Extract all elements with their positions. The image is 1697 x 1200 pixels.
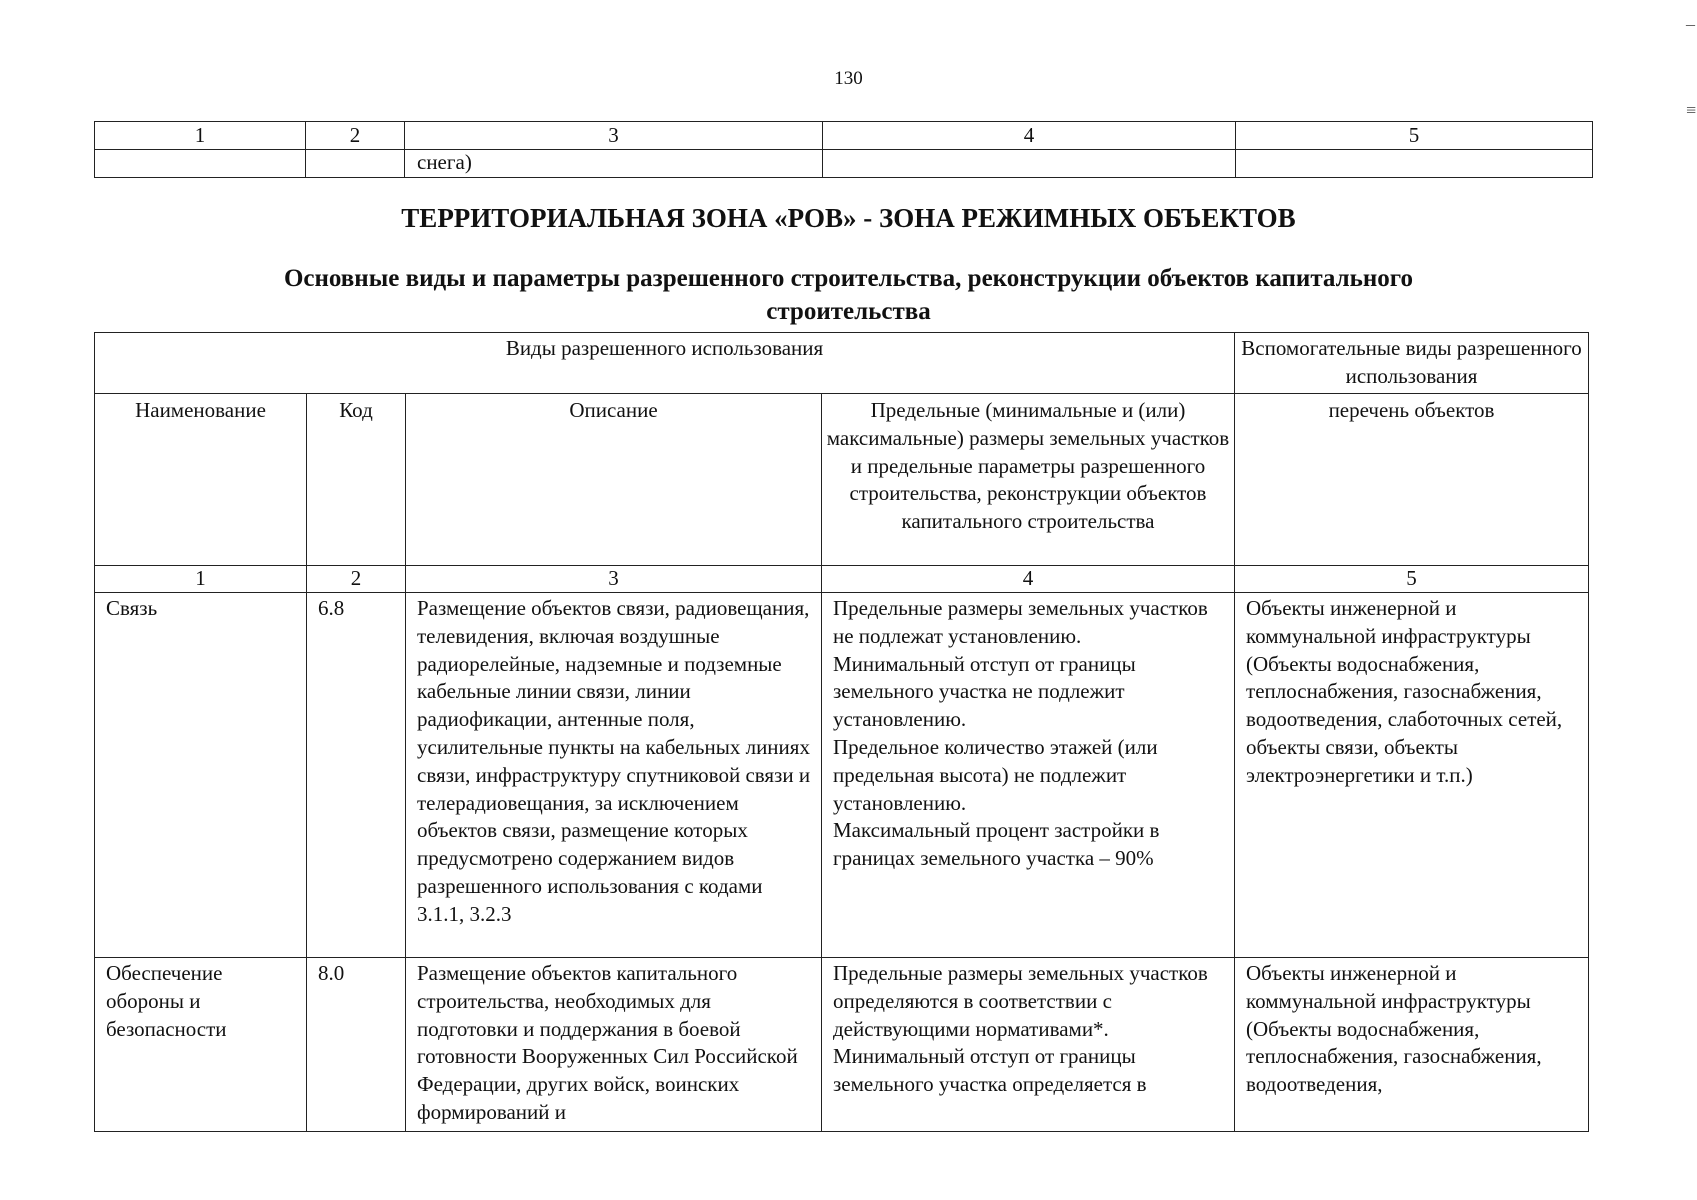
zone-title: ТЕРРИТОРИАЛЬНАЯ ЗОНА «РОВ» - ЗОНА РЕЖИМНЫХ ОБЪЕКТОВ	[401, 203, 1296, 233]
column-number: 4	[823, 122, 1236, 150]
table-cell	[95, 150, 306, 178]
use-code-text: 8.0	[318, 961, 345, 985]
use-code	[307, 958, 406, 1132]
column-header-parameters: Предельные (минимальные и (или) максимальные) размеры земельных участков и предельные параметры разрешенного строительства, реконструкции объектов капитального строительства	[822, 394, 1235, 566]
use-code: 6.8	[307, 593, 406, 958]
table-cell	[823, 150, 1236, 178]
table-row-defense	[95, 958, 1589, 1132]
column-header-description: Описание	[406, 394, 822, 566]
column-header-name: Наименование	[95, 394, 307, 566]
column-number: 1	[95, 122, 306, 150]
parameter-line: Максимальный процент застройки в границах земельного участка – 90%	[833, 818, 1160, 871]
continuation-table	[94, 121, 1593, 178]
use-name	[95, 958, 307, 1132]
table-cell	[306, 150, 405, 178]
parameter-line: Предельные размеры земельных участков не подлежат установлению.	[833, 596, 1208, 648]
use-description: Размещение объектов связи, радиовещания, телевидения, включая воздушные радиорелейные, надземные и подземные кабельные линии связи, линии радиофикации, антенные поля, усилительные пункты на кабельных линиях связи, инфраструктуру спутниковой связи и телерадиовещания, за исключением объектов связи, размещение которых предусмотрено содержанием видов разрешенного использования с кодами 3.1.1, 3.2.3	[406, 593, 822, 958]
table-cell	[1236, 150, 1593, 178]
scan-edge-mark: ≡	[1686, 100, 1697, 120]
column-number: 2	[306, 122, 405, 150]
column-number: 3	[406, 566, 822, 593]
use-description-text: Размещение объектов капитального строительства, необходимых для подготовки и поддержания в боевой готовности Вооруженных Сил Российской Федерации, других войск, воинских формирований и	[417, 961, 798, 1124]
parameter-line: Предельные размеры земельных участков определяются в соответствии с действующими нормативами*.	[833, 961, 1208, 1041]
main-table	[94, 332, 1589, 1132]
parameter-line: Предельное количество этажей (или предельная высота) не подлежит установлению.	[833, 734, 1158, 815]
table-row	[95, 150, 1593, 178]
column-number-row	[95, 566, 1589, 593]
parameter-line: Минимальный отступ от границы земельного участка не подлежит установлению.	[833, 651, 1136, 732]
header-auxiliary-uses: Вспомогательные виды разрешенного использования	[1235, 333, 1589, 394]
parameter-line: Минимальный отступ от границы земельного участка определяется в	[833, 1044, 1147, 1097]
page-number: 130	[834, 68, 863, 89]
column-number: 5	[1236, 122, 1593, 150]
column-number: 4	[822, 566, 1235, 593]
column-header-row	[95, 394, 1589, 566]
auxiliary-objects	[1235, 958, 1589, 1132]
column-number-row	[95, 122, 1593, 150]
use-parameters	[822, 958, 1235, 1132]
auxiliary-objects-text: Объекты инженерной и коммунальной инфраструктуры (Объекты водоснабжения, теплоснабжения, газоснабжения, водоотведения,	[1246, 961, 1542, 1097]
column-number: 1	[95, 566, 307, 593]
column-number: 2	[307, 566, 406, 593]
column-number: 3	[405, 122, 823, 150]
table-row-svyaz	[95, 593, 1589, 958]
table-cell: снега)	[405, 150, 823, 178]
column-header-objects: перечень объектов	[1235, 394, 1589, 566]
use-name-text: Обеспечение обороны и безопасности	[106, 961, 227, 1041]
use-description	[406, 958, 822, 1132]
scan-edge-mark: –	[1686, 14, 1695, 34]
header-permitted-uses: Виды разрешенного использования	[95, 333, 1235, 394]
column-header-code: Код	[307, 394, 406, 566]
auxiliary-objects: Объекты инженерной и коммунальной инфраструктуры (Объекты водоснабжения, теплоснабжения, газоснабжения, водоотведения, слаботочных сетей, объекты связи, объекты электроэнергетики и т.п.)	[1235, 593, 1589, 958]
header-row	[95, 333, 1589, 394]
column-number: 5	[1235, 566, 1589, 593]
parameters-block	[833, 960, 1224, 1130]
use-parameters	[822, 593, 1235, 958]
use-name: Связь	[95, 593, 307, 958]
section-title: Основные виды и параметры разрешенного строительства, реконструкции объектов капитального строительства	[283, 265, 1414, 325]
